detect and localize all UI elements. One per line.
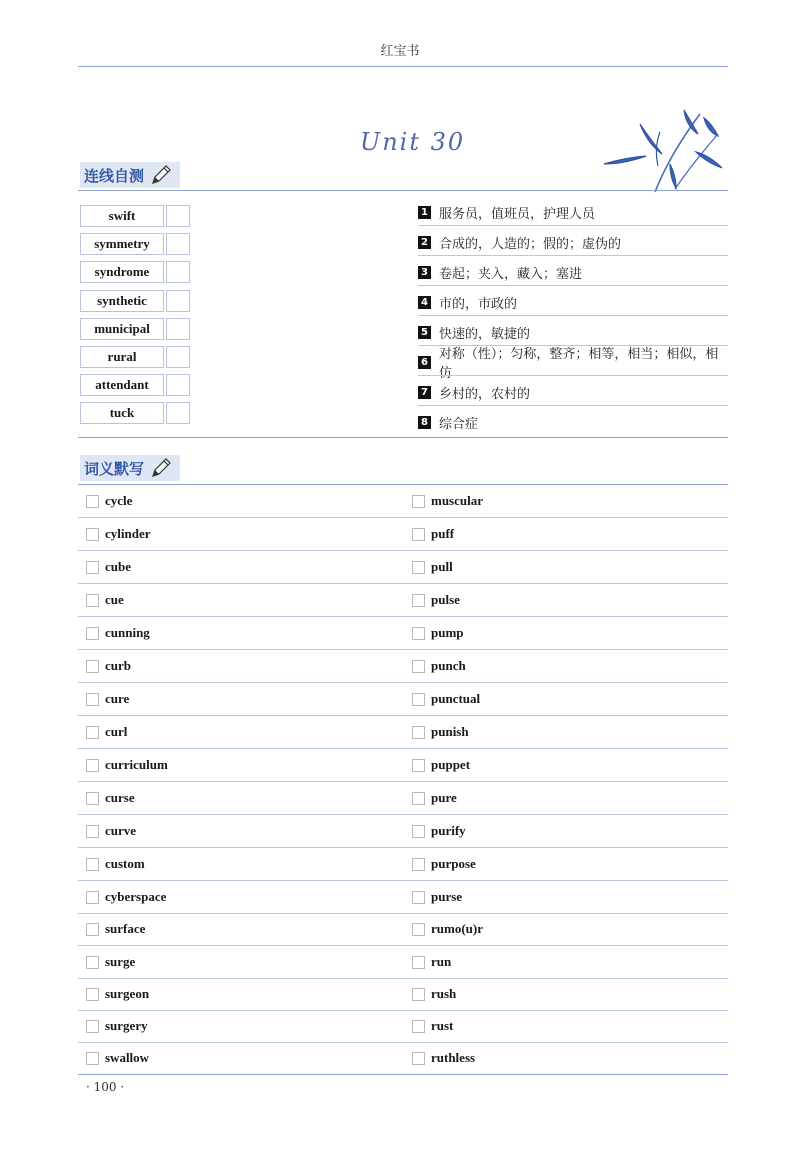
dictation-word: curriculum <box>105 757 168 772</box>
definition-text: 快速的，敏捷的 <box>439 326 531 342</box>
unit-title: Unit 30 <box>360 128 466 156</box>
checkbox[interactable] <box>86 988 99 1001</box>
match-answer-box[interactable] <box>166 318 190 340</box>
row-divider <box>78 913 728 914</box>
definition-number: 6 <box>418 356 431 369</box>
dictation-word: surgery <box>105 1018 148 1033</box>
row-divider <box>78 847 728 848</box>
checkbox[interactable] <box>412 858 425 871</box>
dictation-item-right[interactable] <box>412 489 483 513</box>
dictation-word: cycle <box>105 493 133 508</box>
dictation-word: cure <box>105 691 130 706</box>
row-divider <box>78 715 728 716</box>
dictation-item-right[interactable] <box>412 1014 453 1038</box>
dictation-word: surface <box>105 921 146 936</box>
dictation-word: rust <box>431 1018 454 1033</box>
checkbox[interactable] <box>412 726 425 739</box>
dictation-item-right[interactable] <box>412 852 476 876</box>
definition-number: 5 <box>418 326 431 339</box>
dictation-item-right[interactable] <box>412 522 454 546</box>
match-word: syndrome <box>80 261 164 283</box>
dictation-word: swallow <box>105 1050 150 1065</box>
definition-text: 综合症 <box>439 416 479 432</box>
definition-number: 1 <box>418 206 431 219</box>
checkbox[interactable] <box>412 792 425 805</box>
dictation-word: pulse <box>431 592 460 607</box>
checkbox[interactable] <box>412 627 425 640</box>
definition-row <box>418 230 728 254</box>
dictation-item-right[interactable] <box>412 982 456 1006</box>
checkbox[interactable] <box>412 561 425 574</box>
checkbox[interactable] <box>86 923 99 936</box>
match-word: municipal <box>80 318 164 340</box>
dictation-item-left[interactable] <box>86 819 136 843</box>
definition-divider <box>418 375 728 376</box>
checkbox[interactable] <box>86 594 99 607</box>
dictation-item-left[interactable] <box>86 950 135 974</box>
match-answer-box[interactable] <box>166 402 190 424</box>
dictation-word: curb <box>105 658 131 673</box>
checkbox[interactable] <box>86 759 99 772</box>
checkbox[interactable] <box>412 693 425 706</box>
match-answer-box[interactable] <box>166 205 190 227</box>
checkbox[interactable] <box>86 891 99 904</box>
pencil-icon <box>150 164 172 186</box>
definition-text: 对称（性）；匀称，整齐；相等，相当；相似，相仿 <box>438 347 719 381</box>
checkbox[interactable] <box>412 825 425 838</box>
definition-text: 乡村的，农村的 <box>439 386 531 402</box>
definition-row <box>418 260 728 284</box>
checkbox[interactable] <box>86 660 99 673</box>
row-divider <box>78 682 728 683</box>
dictation-item-right[interactable] <box>412 588 460 612</box>
dictation-word: pull <box>431 559 453 574</box>
row-divider <box>78 748 728 749</box>
definition-number: 7 <box>418 386 431 399</box>
row-divider <box>78 583 728 584</box>
row-divider <box>78 1010 728 1011</box>
dictation-word: custom <box>105 856 145 871</box>
match-answer-box[interactable] <box>166 346 190 368</box>
dictation-item-right[interactable] <box>412 753 470 777</box>
row-divider <box>78 781 728 782</box>
checkbox[interactable] <box>86 792 99 805</box>
definition-number: 4 <box>418 296 431 309</box>
dictation-word: run <box>431 954 452 969</box>
dictation-word: pure <box>431 790 457 805</box>
dictation-word: purse <box>431 889 463 904</box>
definition-divider <box>418 225 728 226</box>
match-answer-box[interactable] <box>166 374 190 396</box>
definition-divider <box>418 285 728 286</box>
dictation-word: purify <box>431 823 466 838</box>
checkbox[interactable] <box>412 660 425 673</box>
dictation-item-right[interactable] <box>412 555 453 579</box>
checkbox[interactable] <box>86 693 99 706</box>
definition-text: 市的，市政的 <box>439 296 518 312</box>
header-title: 红宝书 <box>380 44 420 59</box>
checkbox[interactable] <box>412 891 425 904</box>
dictation-word: puff <box>431 526 455 541</box>
dictation-item-right[interactable] <box>412 885 462 909</box>
dictation-item-right[interactable] <box>412 950 451 974</box>
dictation-item-left[interactable] <box>86 654 131 678</box>
dictation-item-right[interactable] <box>412 621 464 645</box>
definition-text: 服务员，值班员，护理人员 <box>439 206 596 222</box>
match-word: synthetic <box>80 290 164 312</box>
match-answer-box[interactable] <box>166 233 190 255</box>
checkbox[interactable] <box>86 495 99 508</box>
checkbox[interactable] <box>86 561 99 574</box>
match-word: swift <box>80 205 164 227</box>
dictation-item-left[interactable] <box>86 1046 149 1070</box>
dictation-word: rumo(u)r <box>431 921 483 936</box>
dictation-item-right[interactable] <box>412 720 469 744</box>
dictation-word: punctual <box>431 691 481 706</box>
dictation-word: curve <box>105 823 137 838</box>
dictation-word: cyberspace <box>105 889 167 904</box>
page-number: · 100 · <box>86 1080 125 1094</box>
dictation-word: surge <box>105 954 136 969</box>
row-divider <box>78 978 728 979</box>
checkbox[interactable] <box>86 726 99 739</box>
dictation-word: cylinder <box>105 526 151 541</box>
dictation-item-left[interactable] <box>86 982 149 1006</box>
dictation-word: punch <box>431 658 466 673</box>
dictation-item-left[interactable] <box>86 555 131 579</box>
row-divider <box>78 616 728 617</box>
checkbox[interactable] <box>86 1052 99 1065</box>
dictation-item-left[interactable] <box>86 489 132 513</box>
dictation-item-left[interactable] <box>86 917 145 941</box>
dictation-word: curl <box>105 724 128 739</box>
dictation-bottom-rule <box>78 1074 728 1075</box>
checkbox[interactable] <box>412 988 425 1001</box>
dictation-word: cube <box>105 559 131 574</box>
checkbox[interactable] <box>412 923 425 936</box>
definition-row <box>418 347 728 381</box>
dictation-item-left[interactable] <box>86 753 168 777</box>
dictation-word: cue <box>105 592 124 607</box>
dictation-word: puppet <box>431 757 471 772</box>
dictation-word: ruthless <box>431 1050 476 1065</box>
dictation-word: rush <box>431 986 457 1001</box>
dictation-item-left[interactable] <box>86 588 124 612</box>
checkbox[interactable] <box>412 1020 425 1033</box>
dictation-item-left[interactable] <box>86 687 129 711</box>
dictation-word: pump <box>431 625 464 640</box>
definition-number: 8 <box>418 416 431 429</box>
definition-text: 合成的，人造的；假的；虚伪的 <box>439 236 622 252</box>
section-label-dictation <box>80 455 180 481</box>
definition-row <box>418 410 728 434</box>
dictation-item-left[interactable] <box>86 720 127 744</box>
dictation-item-right[interactable] <box>412 1046 475 1070</box>
row-divider <box>78 1042 728 1043</box>
header-rule <box>78 66 728 67</box>
checkbox[interactable] <box>412 528 425 541</box>
section-dictation-title: 词义默写 <box>84 459 145 478</box>
match-word: symmetry <box>80 233 164 255</box>
dictation-word: punish <box>431 724 469 739</box>
checkbox[interactable] <box>86 528 99 541</box>
checkbox[interactable] <box>412 759 425 772</box>
dictation-item-left[interactable] <box>86 786 135 810</box>
checkbox[interactable] <box>86 627 99 640</box>
definition-divider <box>418 405 728 406</box>
pencil-icon <box>150 457 172 479</box>
dictation-item-left[interactable] <box>86 522 151 546</box>
definition-text: 卷起；夹入，藏入；塞进 <box>439 266 583 282</box>
row-divider <box>78 945 728 946</box>
dictation-item-left[interactable] <box>86 621 150 645</box>
checkbox[interactable] <box>412 594 425 607</box>
dictation-word: purpose <box>431 856 476 871</box>
dictation-word: curse <box>105 790 135 805</box>
row-divider <box>78 550 728 551</box>
unit-rule <box>78 190 728 191</box>
match-answer-box[interactable] <box>166 290 190 312</box>
definition-divider <box>418 255 728 256</box>
match-answer-box[interactable] <box>166 261 190 283</box>
dictation-item-right[interactable] <box>412 819 466 843</box>
dictation-word: muscular <box>431 493 483 508</box>
checkbox[interactable] <box>412 1052 425 1065</box>
definition-row <box>418 380 728 404</box>
definition-number: 2 <box>418 236 431 249</box>
dictation-top-rule <box>78 484 728 485</box>
row-divider <box>78 880 728 881</box>
dictation-word: surgeon <box>105 986 150 1001</box>
definition-divider <box>418 315 728 316</box>
dictation-item-right[interactable] <box>412 917 483 941</box>
dictation-item-left[interactable] <box>86 885 166 909</box>
row-divider <box>78 517 728 518</box>
checkbox[interactable] <box>86 825 99 838</box>
definition-row <box>418 200 728 224</box>
dictation-item-left[interactable] <box>86 1014 148 1038</box>
checkbox[interactable] <box>412 495 425 508</box>
definition-row <box>418 320 728 344</box>
match-word: tuck <box>80 402 164 424</box>
section-label-match <box>80 162 180 188</box>
row-divider <box>78 649 728 650</box>
match-word: rural <box>80 346 164 368</box>
checkbox[interactable] <box>86 956 99 969</box>
checkbox[interactable] <box>86 1020 99 1033</box>
definition-number: 3 <box>418 266 431 279</box>
dictation-word: cunning <box>105 625 150 640</box>
dictation-item-right[interactable] <box>412 687 480 711</box>
checkbox[interactable] <box>86 858 99 871</box>
row-divider <box>78 814 728 815</box>
dictation-item-right[interactable] <box>412 786 457 810</box>
definition-row <box>418 290 728 314</box>
bamboo-icon <box>600 104 730 194</box>
checkbox[interactable] <box>412 956 425 969</box>
match-word: attendant <box>80 374 164 396</box>
dictation-item-right[interactable] <box>412 654 466 678</box>
match-section-rule <box>78 437 728 438</box>
dictation-item-left[interactable] <box>86 852 145 876</box>
section-match-title: 连线自测 <box>84 166 145 185</box>
